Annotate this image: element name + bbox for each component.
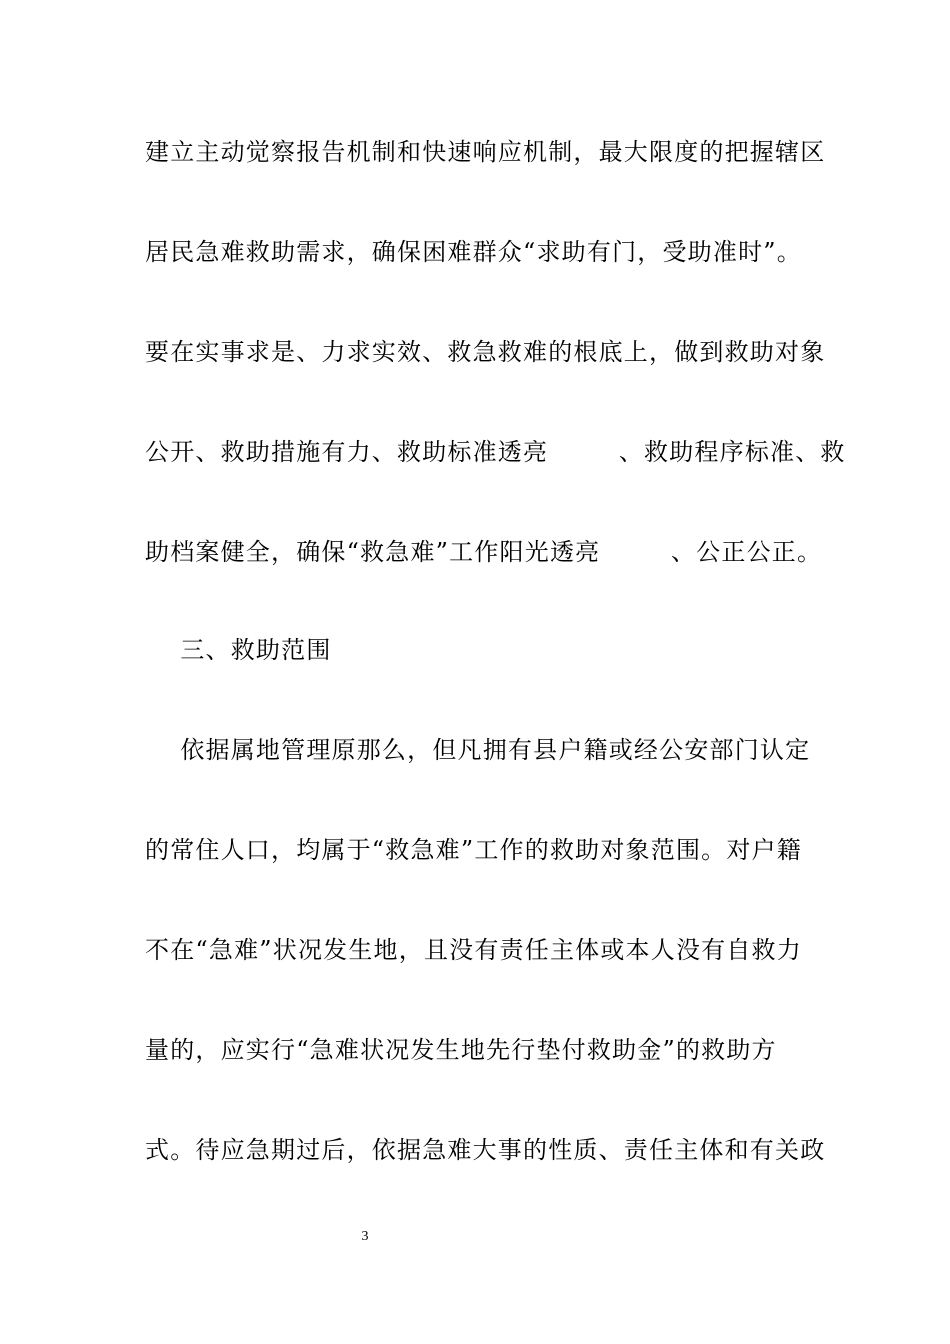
paragraph-line: 建立主动觉察报告机制和快速响应机制，最大限度的把握辖区 <box>145 138 826 166</box>
paragraph-line: 助档案健全，确保“救急难”工作阳光透亮 、公正公正。 <box>145 538 823 566</box>
paragraph-line: 式。待应急期过后，依据急难大事的性质、责任主体和有关政 <box>145 1136 826 1164</box>
page-number: 3 <box>361 1229 369 1244</box>
paragraph-line: 量的，应实行“急难状况发生地先行垫付救助金”的救助方 <box>145 1036 777 1064</box>
paragraph-line: 居民急难救助需求，确保困难群众“求助有门，受助准时”。 <box>145 238 802 266</box>
paragraph-line: 不在“急难”状况发生地，且没有责任主体或本人没有自救力 <box>145 936 802 964</box>
paragraph-line: 公开、救助措施有力、救助标准透亮 、救助程序标准、救 <box>145 438 846 466</box>
section-heading: 三、救助范围 <box>145 636 332 664</box>
paragraph-line: 要在实事求是、力求实效、救急救难的根底上，做到救助对象 <box>145 338 826 366</box>
paragraph-line: 依据属地管理原那么，但凡拥有县户籍或经公安部门认定 <box>145 736 811 764</box>
paragraph-line: 的常住人口，均属于“救急难”工作的救助对象范围。对户籍 <box>145 836 802 864</box>
